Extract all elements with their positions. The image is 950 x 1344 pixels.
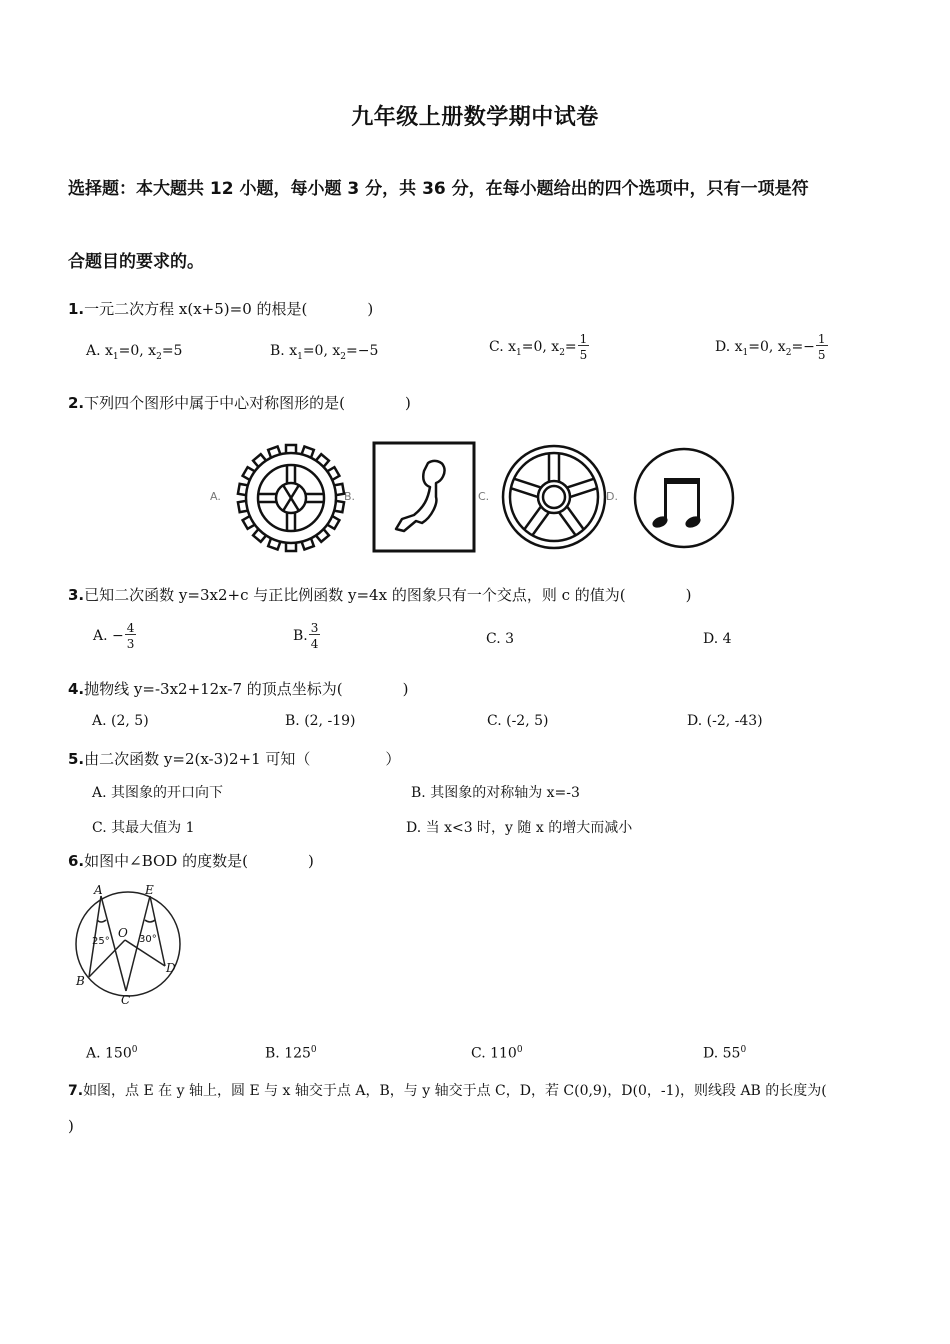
question-text: 由二次函数 y=2(x-3)2+1 可知（ ） — [84, 750, 401, 768]
option-d[interactable]: D. $x_1=0$, $x_2=-$ $\frac{1}{5}$ — [715, 332, 826, 362]
question-number: 4. — [68, 680, 85, 698]
option-b[interactable]: B. 其图象的对称轴为 x=-3 — [411, 785, 580, 801]
option-d[interactable]: D. (-2, -43) — [687, 713, 763, 729]
svg-text:30°: 30° — [139, 934, 157, 945]
question-text: 下列四个图形中属于中心对称图形的是( ) — [84, 394, 411, 412]
question-text: 如图，点 E 在 y 轴上，圆 E 与 x 轴交于点 A，B，与 y 轴交于点 C，D，若 C(0,9)，D(0，-1)，则线段 AB 的长度为( — [83, 1083, 827, 1099]
option-b[interactable]: B. $125^0$ — [265, 1045, 317, 1062]
fraction: $\frac{1}{5}$ — [817, 332, 826, 362]
svg-text:B: B — [76, 974, 85, 988]
page-title: 九年级上册数学期中试卷 — [351, 105, 599, 130]
svg-text:O: O — [118, 926, 128, 940]
wheel-icon — [500, 443, 608, 551]
option-a[interactable]: A. $150^0$ — [86, 1045, 138, 1062]
option-a[interactable]: A. 其图象的开口向下 — [92, 785, 224, 801]
question-number: 3. — [68, 586, 85, 604]
telephone-icon — [372, 441, 476, 553]
question-number: 1. — [68, 300, 85, 318]
music-note-icon — [632, 446, 736, 550]
option-d[interactable]: D. 4 — [703, 631, 732, 647]
option-c[interactable]: C. 3 — [486, 631, 515, 647]
question-text: 已知二次函数 y=3x2+c 与正比例函数 y=4x 的图象只有一个交点，则 c 的值为( ) — [84, 586, 692, 604]
svg-text:E: E — [145, 884, 154, 897]
section-instructions-line1: 选择题：本大题共 12 小题，每小题 3 分，共 36 分，在每小题给出的四个选项中，只有一项是符 — [68, 179, 809, 199]
fraction: $\frac{3}{4}$ — [310, 621, 319, 651]
fraction: $\frac{4}{3}$ — [126, 621, 135, 651]
option-b[interactable]: B. (2, -19) — [285, 713, 356, 729]
question-text: 抛物线 y=-3x2+12x-7 的顶点坐标为( ) — [84, 680, 409, 698]
question-7-continuation: ) — [68, 1117, 74, 1135]
question-4 — [68, 678, 409, 699]
svg-text:D: D — [166, 961, 176, 975]
question-1 — [68, 298, 373, 319]
option-a[interactable]: A. $x_1=0$, $x_2=5$ — [86, 343, 183, 362]
figure-label-a: A. — [210, 490, 221, 503]
figure-label-b: B. — [344, 490, 356, 503]
question-number: 5. — [68, 750, 85, 768]
option-c[interactable]: C. (-2, 5) — [487, 713, 549, 729]
question-number: 6. — [68, 852, 85, 870]
option-b[interactable]: B. $\frac{3}{4}$ — [293, 621, 319, 651]
svg-text:C: C — [121, 993, 131, 1006]
svg-text:25°: 25° — [92, 936, 110, 947]
question-number: 2. — [68, 394, 85, 412]
option-a[interactable]: A. (2, 5) — [92, 713, 149, 729]
option-a[interactable]: A. − $\frac{4}{3}$ — [93, 621, 135, 651]
option-b[interactable]: B. $x_1=0$, $x_2=-5$ — [270, 343, 379, 362]
option-d[interactable]: D. 当 x<3 时，y 随 x 的增大而减小 — [406, 820, 633, 836]
svg-text:A: A — [94, 884, 103, 897]
option-d[interactable]: D. $55^0$ — [703, 1045, 747, 1062]
question-6 — [68, 850, 314, 871]
question-5 — [68, 748, 400, 769]
figure-label-d: D. — [606, 490, 618, 503]
option-c[interactable]: C. 其最大值为 1 — [92, 820, 195, 836]
question-3 — [68, 584, 691, 605]
question-text: 如图中∠BOD 的度数是( ) — [84, 852, 314, 870]
question-2 — [68, 392, 411, 413]
question-7 — [68, 1080, 827, 1100]
section-instructions-line2: 合题目的要求的。 — [68, 252, 204, 272]
option-c[interactable]: C. $x_1=0$, $x_2=$ $\frac{1}{5}$ — [489, 332, 588, 362]
option-c[interactable]: C. $110^0$ — [471, 1045, 523, 1062]
fraction: $\frac{1}{5}$ — [579, 332, 588, 362]
question-number: 7. — [68, 1083, 84, 1099]
figure-label-c: C. — [478, 490, 490, 503]
circle-geometry-figure — [68, 884, 188, 1006]
question-text: 一元二次方程 x(x+5)=0 的根是( ) — [84, 300, 374, 318]
gear-icon — [236, 443, 346, 553]
